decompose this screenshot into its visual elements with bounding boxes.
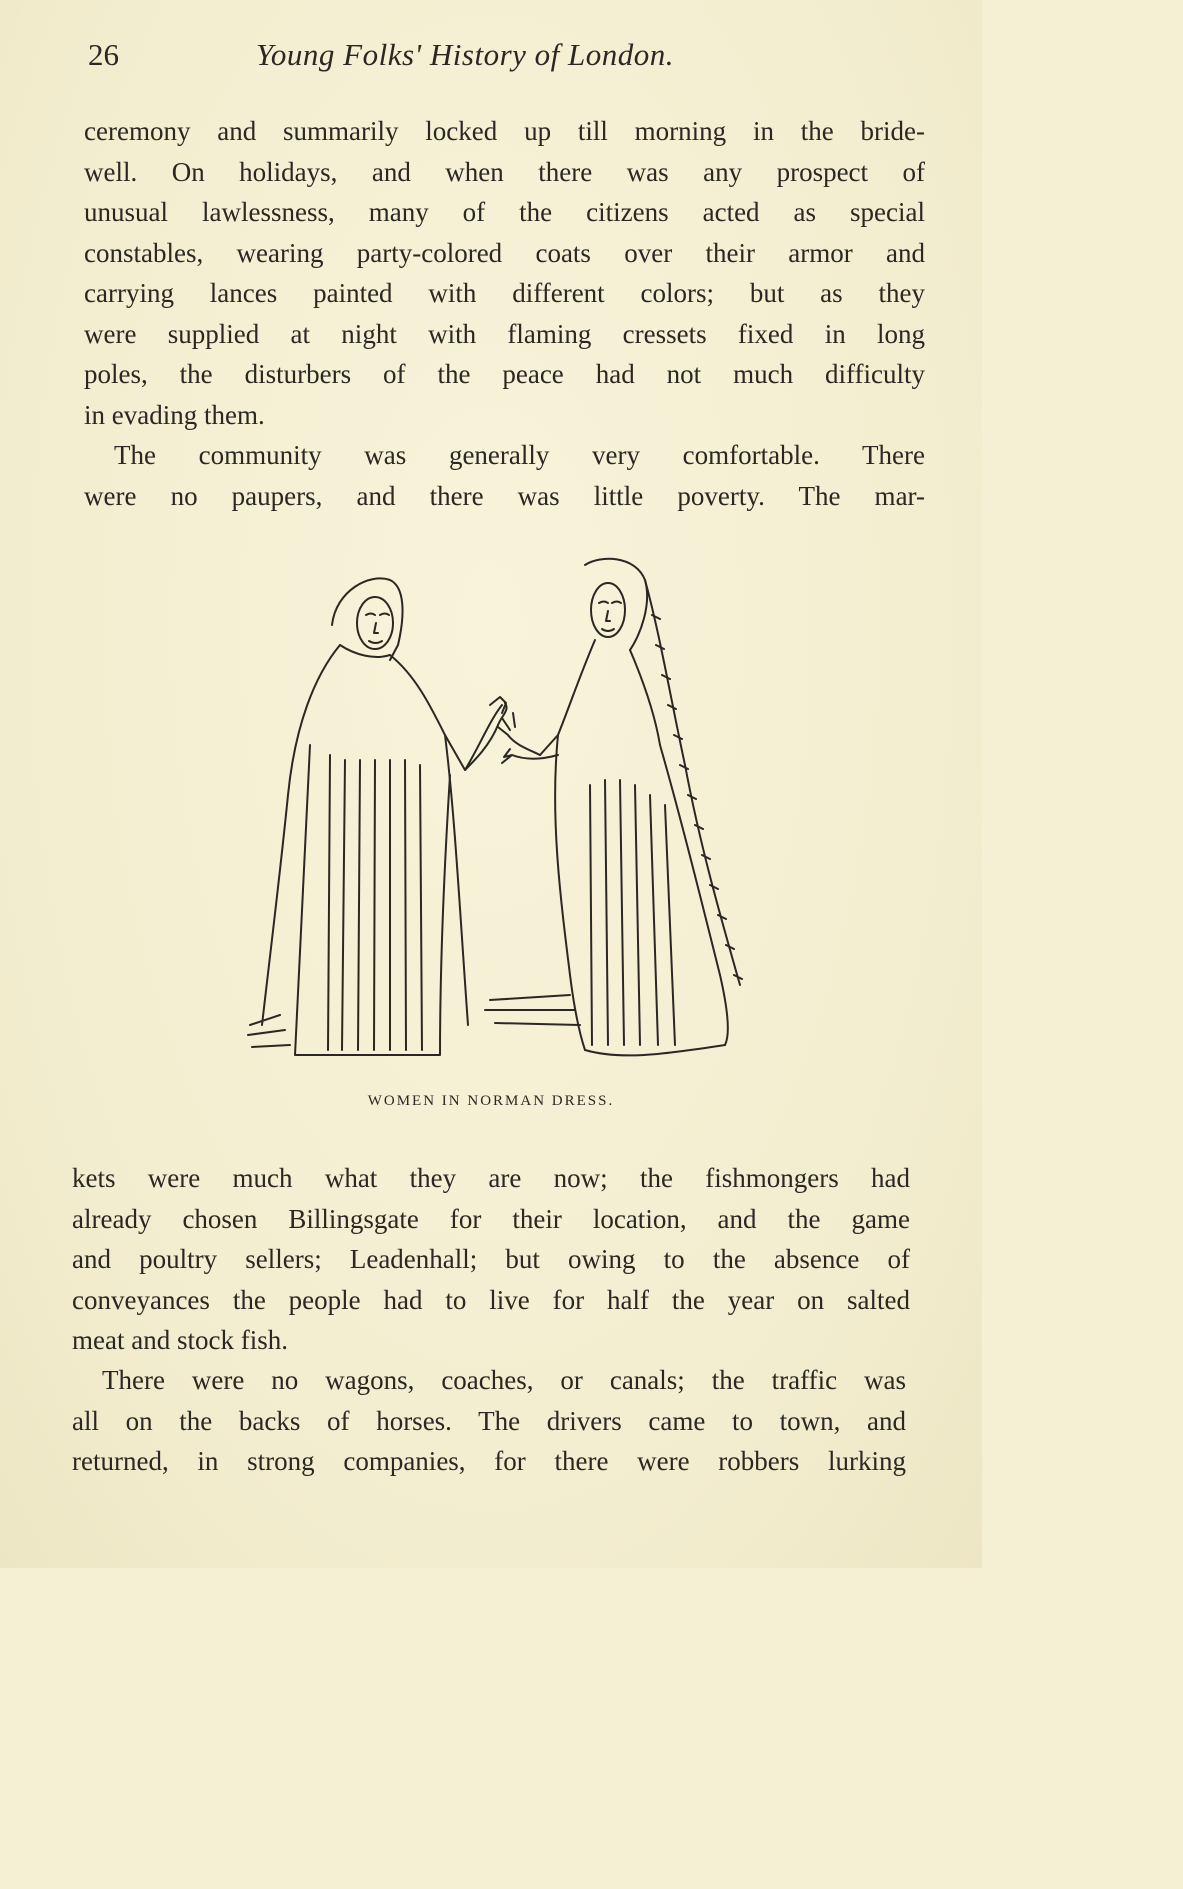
illustration-drawing (240, 555, 760, 1080)
right-face (591, 583, 625, 637)
text-line: poles, the disturbers of the peace had not much difficulty (84, 359, 925, 389)
text-line: ceremony and summarily locked up till morning in the bride- (84, 116, 925, 146)
right-robe-left (555, 735, 585, 1050)
text-line: in evading them. (84, 399, 265, 430)
figure-caption: WOMEN IN NORMAN DRESS. (367, 1093, 615, 1109)
text-line: unusual lawlessness, many of the citizens acted as special (84, 197, 925, 227)
text-line: were supplied at night with flaming cressets fixed in long (84, 318, 925, 349)
text-line: constables, wearing party-colored coats over their armor and (84, 237, 925, 268)
text-line: and poultry sellers; Leadenhall; but owing to the absence of (72, 1244, 910, 1274)
text-line: conveyances the people had to live for half the year on salted (72, 1284, 910, 1315)
running-head (88, 30, 788, 80)
paragraph-1 (84, 111, 925, 435)
right-braid (645, 580, 740, 985)
paragraph-2 (84, 435, 925, 516)
paragraph-4 (72, 1360, 906, 1482)
text-line: all on the backs of horses. The drivers came to town, and (72, 1405, 906, 1436)
right-robe-right (660, 745, 728, 1045)
book-title: Young Folks' History of London. (256, 37, 675, 72)
text-line: returned, in strong companies, for there were robbers lurking (72, 1446, 906, 1476)
text-line: kets were much what they are now; the fishmongers had (72, 1163, 910, 1193)
right-hair (585, 559, 647, 650)
text-line: were no paupers, and there was little poverty. The mar- (84, 480, 925, 511)
text-line: meat and stock fish. (72, 1325, 288, 1355)
page-number: 26 (88, 37, 119, 72)
illustration-women-norman-dress (240, 555, 760, 1080)
text-line: already chosen Billingsgate for their location, and the game (72, 1203, 910, 1234)
paragraph-3 (72, 1158, 910, 1361)
text-line: The community was generally very comfortable. There (114, 440, 925, 470)
text-line: well. On holidays, and when there was any prospect of (84, 156, 925, 187)
text-line: There were no wagons, coaches, or canals; the traffic was (102, 1365, 906, 1395)
text-line: carrying lances painted with different colors; but as they (84, 278, 925, 308)
left-robe (295, 745, 450, 1055)
